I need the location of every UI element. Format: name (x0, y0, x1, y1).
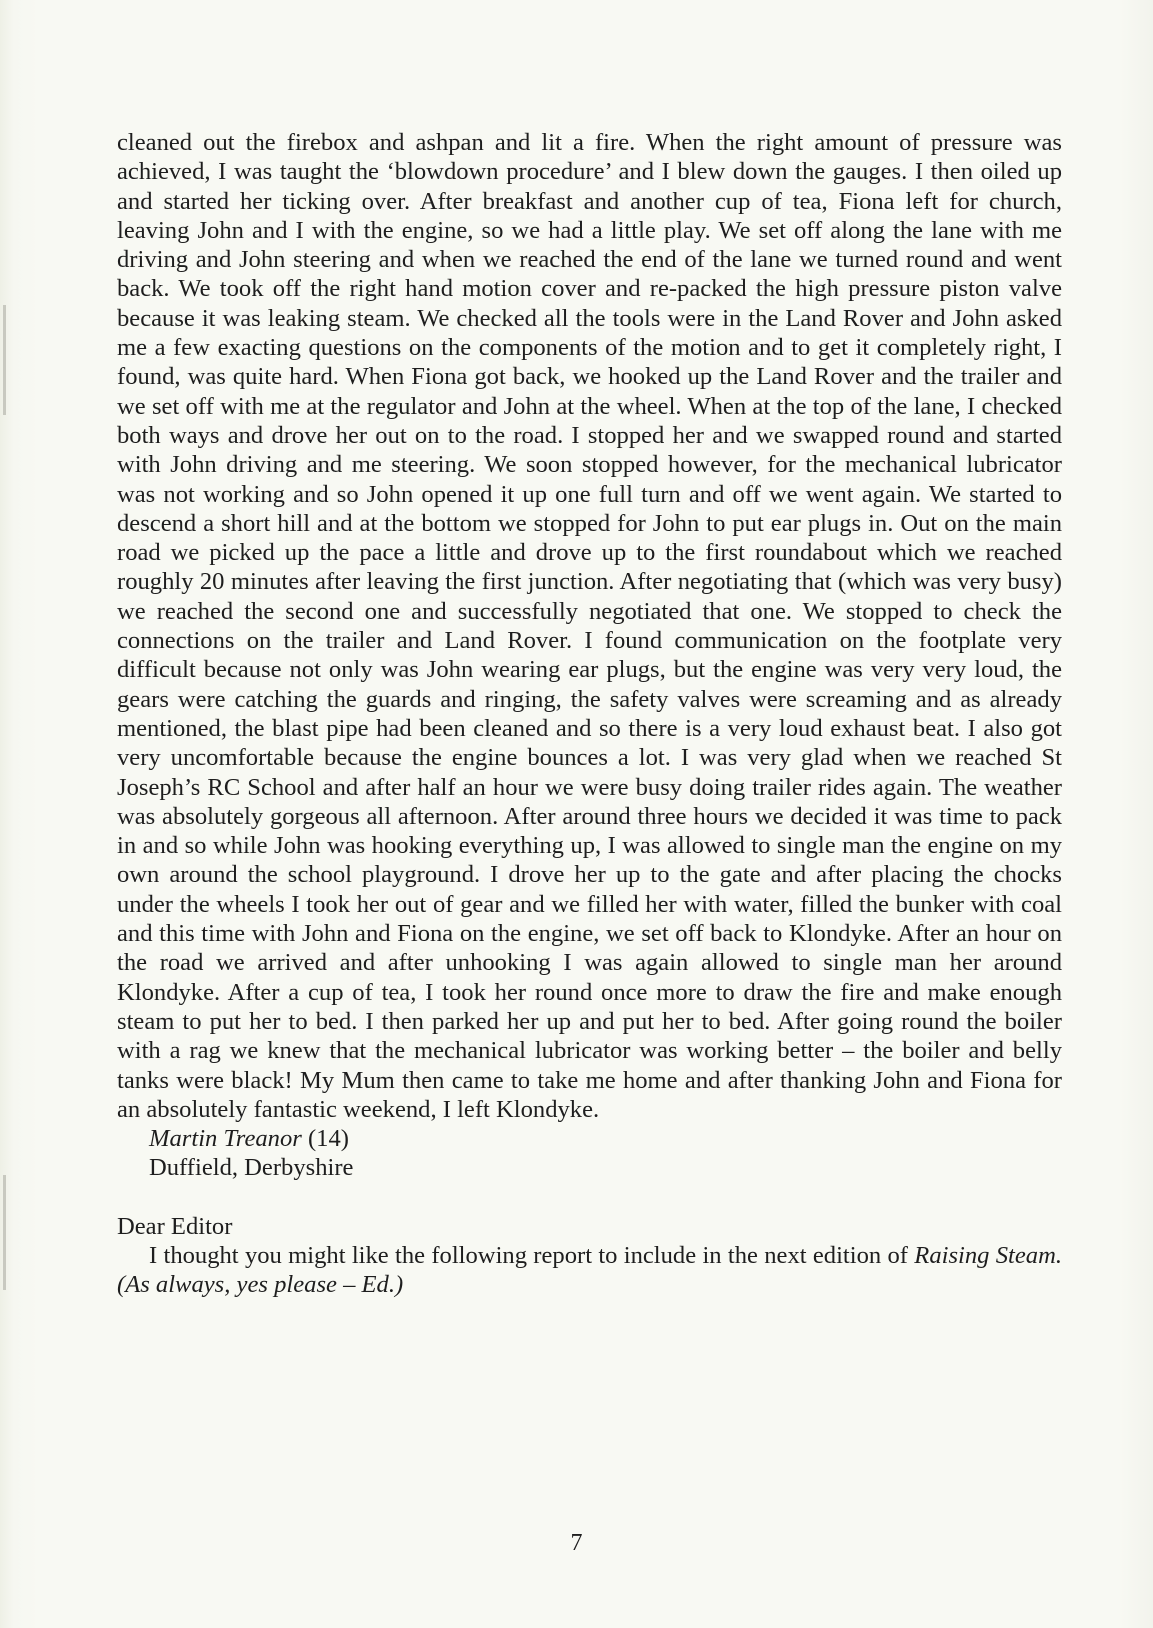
author-location: Duffield, Derbyshire (149, 1154, 354, 1182)
binding-mark (3, 1175, 6, 1290)
author-name: Martin Treanor (149, 1125, 302, 1153)
intro-italic-text: Raising Steam. (As always, yes please – Ed.) (117, 1241, 1063, 1299)
intro-text: I thought you might like the following report to include in the next edition of (149, 1241, 908, 1269)
article-text (117, 128, 1062, 1300)
author-age: (14) (307, 1125, 349, 1153)
salutation: Dear Editor (117, 1212, 233, 1240)
letter-body: cleaned out the firebox and ashpan and lit a fire. When the right amount of pressure was achieved, I was taught the ‘blowdown procedure’ and I blew down the gauges. I then oiled up and started her ticking over. After breakfast and another cup of tea, Fiona left for church, leaving John and I with the engine, so we had a little play. We set off along the lane with me driving and John steering and when we reached the end of the lane we turned round and went back. We took off the right hand motion cover and re-packed the high pressure piston valve because it was leaking steam. We checked all the tools were in the Land Rover and John asked me a few exacting questions on the components of the motion and to get it completely right, I found, was quite hard. When Fiona got back, we hooked up the Land Rover and the trailer and we set off with me at the regulator and John at the wheel. When at the top of the lane, I checked both ways and drove her out on to the road. I stopped her and we swapped round and started with John driving and me steering. We soon stopped however, for the mechanical lubricator was not working and so John opened it up one full turn and off we went again. We started to descend a short hill and at the bottom we stopped for John to put ear plugs in. Out on the main road we picked up the pace a little and drove up to the first roundabout which we reached roughly 20 minutes after leaving the first junction. After negotiating that (which was very busy) we reached the second one and successfully negotiated that one. We stopped to check the connections on the trailer and Land Rover. I found communication on the footplate very difficult because not only was John wearing ear plugs, but the engine was very very loud, the gears were catching the guards and ringing, the safety valves were screaming and as already mentioned, the blast pipe had been cleaned and so there is a very loud exhaust beat. I also got very uncomfortable because the engine bounces a lot. I was very glad when we reached St Joseph’s RC School and after half an hour we were busy doing trailer rides again. The weather was absolutely gorgeous all afternoon. After around three hours we decided it was time to pack in and so while John was hooking everything up, I was allowed to single man the engine on my own around the school playground. I drove her up to the gate and after placing the chocks under the wheels I took her out of gear and we filled her with water, filled the bunker with coal and this time with John and Fiona on the engine, we set off back to Klondyke. After an hour on the road we arrived and after unhooking I was again allowed to single man her around Klondyke. After a cup of tea, I took her round once more to draw the fire and make enough steam to put her to bed. I then parked her up and put her to bed. After going round the boiler with a rag we knew that the mechanical lubricator was working better – the boiler and belly tanks were black! My Mum then came to take me home and after thanking John and Fiona for an absolutely fantastic weekend, I left Klondyke. (117, 129, 1062, 1123)
letter-signature (117, 1124, 1062, 1153)
binding-mark (3, 305, 6, 415)
letter-intro (117, 1241, 1062, 1300)
page-number: 7 (570, 1530, 583, 1556)
